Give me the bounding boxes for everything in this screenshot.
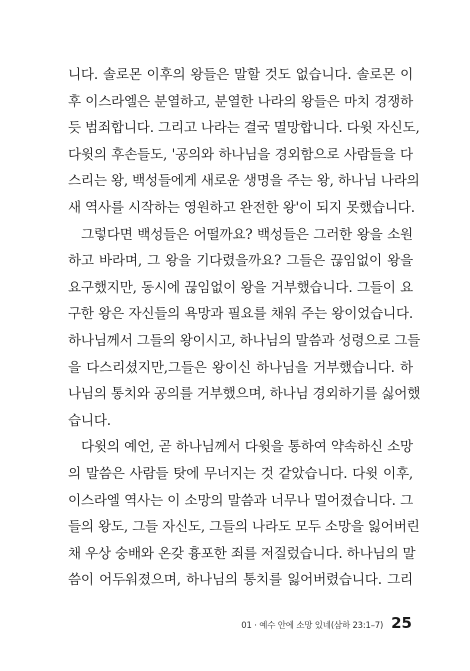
- paragraph-3: [68, 434, 420, 594]
- text-line: 하고 바라며, 그 왕을 기다렸을까요? 그들은 끊임없이 왕을: [68, 253, 413, 270]
- text-line: 구한 왕은 자신들의 욕망과 필요를 채워 주는 왕이었습니다.: [68, 306, 413, 323]
- text-line: 후 이스라엘은 분열하고, 분열한 나라의 왕들은 마치 경쟁하: [68, 93, 413, 110]
- running-head: 01 · 예수 안에 소망 있네(삼하 23:1–7): [241, 621, 384, 631]
- text-line: 다윗의 예언, 곧 하나님께서 다윗을 통하여 약속하신 소망: [81, 439, 413, 456]
- text-line: 요구했지만, 동시에 끊임없이 왕을 거부했습니다. 그들이 요: [68, 279, 413, 296]
- text-line: 그렇다면 백성들은 어떨까요? 백성들은 그러한 왕을 소원: [81, 226, 413, 243]
- paragraph-1: [68, 62, 420, 222]
- text-line: 을 다스리셨지만,그들은 왕이신 하나님을 거부했습니다. 하: [68, 359, 413, 376]
- text-line: 스리는 왕, 백성들에게 새로운 생명을 주는 왕, 하나님 나라의: [68, 173, 420, 190]
- paragraph-2: [68, 222, 421, 435]
- text-line: 새 역사를 시작하는 영원하고 완전한 왕'이 되지 못했습니다.: [68, 199, 415, 216]
- text-line: 의 말씀은 사람들 탓에 무너지는 것 같았습니다. 다윗 이후,: [68, 465, 413, 482]
- text-line: 씀이 어두워졌으며, 하나님의 통치를 잃어버렸습니다. 그리: [68, 572, 413, 589]
- text-line: 듯 범죄합니다. 그리고 나라는 결국 멸망합니다. 다윗 자신도,: [68, 120, 420, 137]
- page-footer: [241, 614, 412, 632]
- text-line: 하나님께서 그들의 왕이시고, 하나님의 말씀과 성령으로 그들: [68, 332, 421, 349]
- text-line: 습니다.: [68, 412, 111, 429]
- text-line: 이스라엘 역사는 이 소망의 말씀과 너무나 멀어졌습니다. 그: [68, 492, 413, 509]
- page-number: 25: [391, 614, 412, 632]
- page-body: [68, 62, 421, 594]
- text-line: 들의 왕도, 그들 자신도, 그들의 나라도 모두 소망을 잃어버린: [68, 519, 420, 536]
- text-line: 다윗의 후손들도, '공의와 하나님을 경외함으로 사람들을 다: [68, 146, 413, 163]
- text-line: 니다. 솔로몬 이후의 왕들은 말할 것도 없습니다. 솔로몬 이: [68, 67, 413, 83]
- text-line: 나님의 통치와 공의를 거부했으며, 하나님 경외하기를 싫어했: [68, 386, 421, 403]
- text-line: 채 우상 숭배와 온갖 흉포한 죄를 저질렀습니다. 하나님의 말: [68, 545, 416, 562]
